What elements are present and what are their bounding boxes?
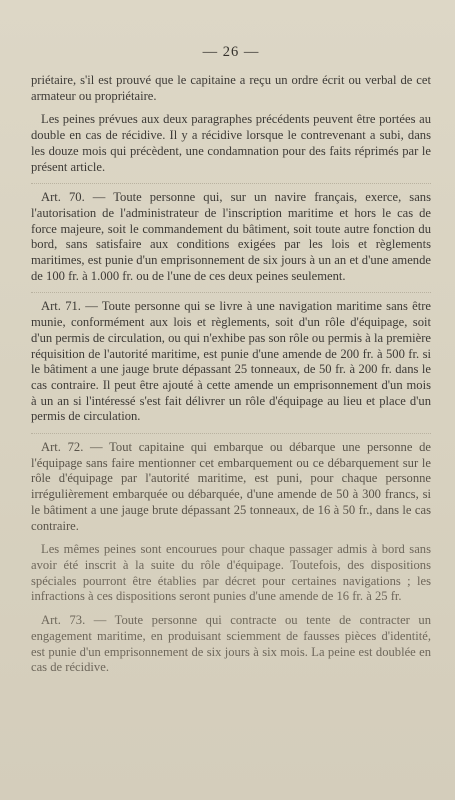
page-number: — 26 —: [202, 44, 260, 60]
section-divider: [31, 292, 431, 293]
paragraph-continuation: priétaire, s'il est prouvé que le capitaine a reçu un ordre écrit ou verbal de cet armateur ou propriétaire.: [31, 73, 431, 103]
section-divider: [31, 433, 431, 434]
article-72: Art. 72. — Tout capitaine qui embarque ou débarque une personne de l'équipage sans faire mentionner cet embarquement ou ce débarquement sur le rôle d'équipage par l'autorité maritime, est puni, pour chaque personne irrégulièrement embarquée ou débarquée, d'une amende de 50 à 300 francs, si le bâtiment a une jauge brute dépassant 25 tonneaux, de 16 à 50 fr., dans le cas contraire.: [31, 440, 431, 533]
article-70: Art. 70. — Toute personne qui, sur un navire français, exerce, sans l'autorisation de l'administrateur de l'inscription maritime et hors le cas de force majeure, soit le commandement du bâtiment, soit toute autre fonction du bord, sans satisfaire aux conditions exigées par les lois et règlements maritimes, est punie d'un emprisonnement de six jours à un an et d'une amende de 100 fr. à 1.000 fr. ou de l'une de ces deux peines seulement.: [31, 190, 431, 283]
section-divider: [31, 183, 431, 184]
paragraph-passagers: Les mêmes peines sont encourues pour chaque passager admis à bord sans avoir été inscrit à la suite du rôle d'équipage. Toutefois, des dispositions spéciales pourront être établies par décret pour certaines navigations ; les infractions à ces dispositions seront punies d'une amende de 16 fr. à 25 fr.: [31, 542, 431, 604]
article-73: Art. 73. — Toute personne qui contracte ou tente de contracter un engagement maritime, en produisant sciemment de fausses pièces d'identité, est punie d'un emprisonnement de six jours à six mois. La peine est doublée en cas de récidive.: [31, 613, 431, 675]
paragraph-recidive: Les peines prévues aux deux paragraphes précédents peuvent être portées au double en cas de récidive. Il y a récidive lorsque le contrevenant a subi, dans les douze mois qui précèdent, une condamnation pour des faits réprimés par le présent article.: [31, 112, 431, 174]
article-71: Art. 71. — Toute personne qui se livre à une navigation maritime sans être munie, conformément aux lois et règlements, soit d'un rôle d'équipage, soit d'un permis de circulation, ou qui n'exhibe pas son rôle ou permis à la première réquisition de l'autorité maritime, est punie d'une amende de 200 fr. à 500 fr. si le bâtiment a une jauge brute dépassant 25 tonneaux, de 50 fr. à 200 fr. dans le cas contraire. Il peut être ajouté à cette amende un emprisonnement d'un mois à un an si l'intéressé s'est fait délivrer un rôle d'équipage au lieu et place d'un permis de circulation.: [31, 299, 431, 424]
